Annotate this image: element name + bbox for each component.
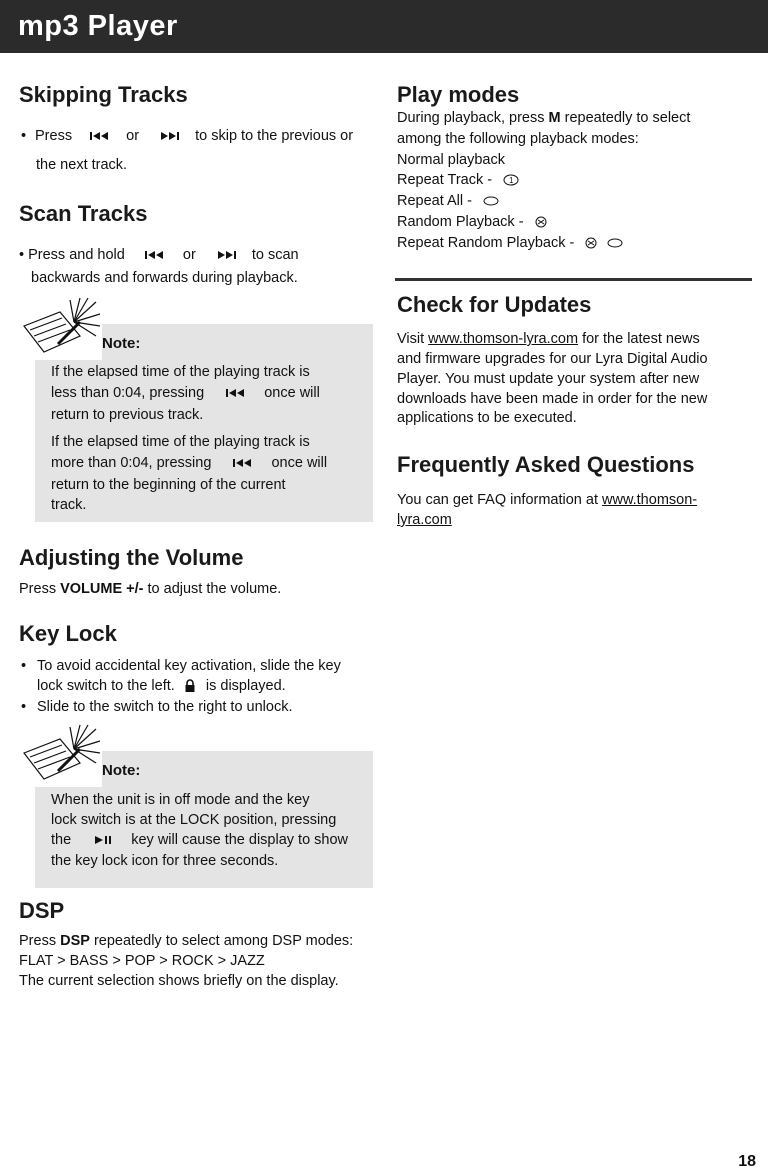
faq-link[interactable]: www.thomson-	[602, 492, 698, 508]
dsp-line: Press DSP repeatedly to select among DSP modes:	[19, 933, 354, 949]
keylock-line: Slide to the switch to the right to unlock.	[37, 699, 293, 715]
playmodes-line: Repeat Track - 1	[397, 170, 520, 191]
lock-icon	[184, 679, 196, 693]
note-pen-icon	[18, 723, 102, 787]
page-header	[0, 0, 768, 53]
playmodes-line: among the following playback modes:	[397, 131, 639, 147]
skipping-bullet: •	[21, 128, 27, 144]
dsp-line: The current selection shows briefly on the display.	[19, 973, 339, 989]
faq-line	[397, 510, 452, 531]
note2-line: the key will cause the display to show	[51, 832, 349, 848]
updates-line: downloads have been made in order for the new	[397, 391, 708, 407]
note-label: Note:	[102, 335, 141, 352]
dsp-line: FLAT > BASS > POP > ROCK > JAZZ	[19, 953, 265, 969]
updates-line: applications to be executed.	[397, 410, 577, 426]
dsp-heading: DSP	[19, 898, 65, 923]
previous-track-icon	[86, 130, 114, 142]
playmodes-line: Random Playback -	[397, 212, 548, 233]
scan-tracks-heading: Scan Tracks	[19, 201, 148, 226]
note2-line: lock switch is at the LOCK position, pressing	[51, 812, 337, 828]
repeat-one-icon	[502, 173, 520, 187]
repeat-all-icon	[606, 236, 624, 250]
bullet: •	[21, 658, 27, 674]
check-updates-heading: Check for Updates	[397, 292, 592, 317]
note2-line: the key lock icon for three seconds.	[51, 853, 279, 869]
scan-line2: backwards and forwards during playback.	[31, 270, 298, 286]
note2-line: When the unit is in off mode and the key	[51, 792, 310, 808]
note1-line: If the elapsed time of the playing track is	[51, 364, 310, 380]
svg-text:1: 1	[509, 176, 514, 186]
random-icon	[534, 215, 548, 229]
updates-line: and firmware upgrades for our Lyra Digital Audio	[397, 351, 708, 367]
play-pause-icon	[89, 834, 117, 846]
random-icon	[584, 236, 598, 250]
page-number: 18	[738, 1153, 756, 1170]
keylock-line: To avoid accidental key activation, slide the key	[37, 658, 341, 674]
next-track-icon	[155, 130, 183, 142]
previous-track-icon	[141, 249, 169, 261]
faq-link-continued[interactable]: lyra.com	[397, 512, 452, 528]
previous-track-icon	[222, 387, 250, 399]
next-track-icon	[212, 249, 240, 261]
adjusting-volume-heading: Adjusting the Volume	[19, 545, 244, 570]
skipping-tracks-heading: Skipping Tracks	[19, 82, 188, 107]
note1-line: return to the beginning of the current	[51, 477, 286, 493]
volume-text: Press VOLUME +/- to adjust the volume.	[19, 581, 282, 597]
previous-track-icon	[229, 457, 257, 469]
note1-line: less than 0:04, pressing once will	[51, 385, 320, 401]
updates-line: Visit www.thomson-lyra.com for the latest news	[397, 331, 700, 347]
page-title: mp3 Player	[18, 10, 178, 42]
updates-line: Player. You must update your system after new	[397, 371, 700, 387]
playmodes-line: During playback, press M repeatedly to select	[397, 110, 691, 126]
skipping-line2: the next track.	[36, 157, 128, 173]
repeat-all-icon	[482, 194, 500, 208]
section-divider	[395, 278, 752, 281]
playmodes-line: Repeat Random Playback -	[397, 233, 624, 254]
playmodes-line: Repeat All -	[397, 191, 500, 212]
scan-line1: • Press and hold or to scan	[19, 247, 299, 263]
play-modes-heading: Play modes	[397, 82, 520, 107]
note1-line: track.	[51, 497, 87, 513]
key-lock-heading: Key Lock	[19, 621, 117, 646]
note-label: Note:	[102, 762, 141, 779]
bullet: •	[21, 699, 27, 715]
keylock-line: lock switch to the left. is displayed.	[37, 678, 286, 694]
note1-line: more than 0:04, pressing once will	[51, 455, 328, 471]
note-pen-icon	[18, 296, 102, 360]
thomson-lyra-link[interactable]: www.thomson-lyra.com	[428, 331, 579, 347]
faq-line: You can get FAQ information at www.thomson-	[397, 492, 698, 508]
playmodes-line: Normal playback	[397, 152, 505, 168]
faq-heading: Frequently Asked Questions	[397, 452, 695, 477]
skipping-line1: Press or to skip to the previous or	[35, 128, 354, 144]
note1-line: return to previous track.	[51, 407, 204, 423]
note1-line: If the elapsed time of the playing track is	[51, 434, 310, 450]
